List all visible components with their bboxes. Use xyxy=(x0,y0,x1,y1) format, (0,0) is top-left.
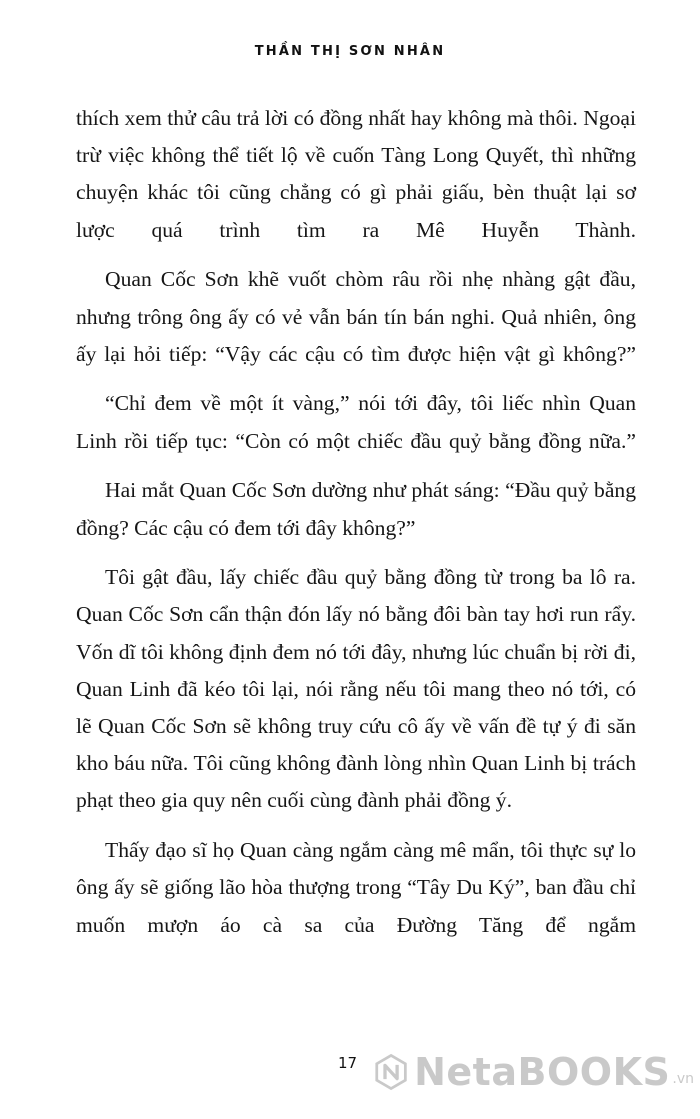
paragraph-3: “Chỉ đem về một ít vàng,” nói tới đây, tôi liếc nhìn Quan Linh rồi tiếp tục: “Còn có một chiếc đầu quỷ bằng đồng nữa.” xyxy=(76,391,636,453)
neta-n-logo-icon xyxy=(374,1039,408,1105)
paragraph-5: Tôi gật đầu, lấy chiếc đầu quỷ bằng đồng từ trong ba lô ra. Quan Cốc Sơn cẩn thận đón lấy nó bằng đôi bàn tay hơi run rẩy. Vốn dĩ tôi không định đem nó tới đây, nhưng lúc chuẩn bị rời đi, Quan Linh đã kéo tôi lại, nói rằng nếu tôi mang theo nó tới, có lẽ Quan Cốc Sơn sẽ không truy cứu cô ấy về vấn đề tự ý đi săn kho báu nữa. Tôi cũng không đành lòng nhìn Quan Linh bị trách phạt theo gia quy nên cuối cùng đành phải đồng ý. xyxy=(76,565,636,813)
page-number: 17 xyxy=(338,1054,358,1072)
body-text xyxy=(76,100,636,956)
watermark-suffix: .vn xyxy=(672,1071,694,1087)
running-head: THẦN THỊ SƠN NHÂN xyxy=(254,44,446,59)
paragraph-4: Hai mắt Quan Cốc Sơn dường như phát sáng: “Đầu quỷ bằng đồng? Các cậu có đem tới đây không?” xyxy=(76,478,636,540)
paragraph-2: Quan Cốc Sơn khẽ vuốt chòm râu rồi nhẹ nhàng gật đầu, nhưng trông ông ấy có vẻ vẫn bán tín bán nghi. Quả nhiên, ông ấy lại hỏi tiếp: “Vậy các cậu có tìm được hiện vật gì không?” xyxy=(76,267,636,366)
netabooks-watermark xyxy=(374,1036,694,1108)
paragraph-1: thích xem thử câu trả lời có đồng nhất hay không mà thôi. Ngoại trừ việc không thể tiết lộ về cuốn Tàng Long Quyết, thì những chuyện khác tôi cũng chẳng có gì phải giấu, bèn thuật lại sơ lược quá trình tìm ra Mê Huyễn Thành. xyxy=(76,106,636,242)
watermark-brand: NetaBOOKS xyxy=(414,1050,671,1094)
paragraph-6: Thấy đạo sĩ họ Quan càng ngắm càng mê mẩn, tôi thực sự lo ông ấy sẽ giống lão hòa thượng trong “Tây Du Ký”, ban đầu chỉ muốn mượn áo cà sa của Đường Tăng để ngắm xyxy=(76,838,636,937)
